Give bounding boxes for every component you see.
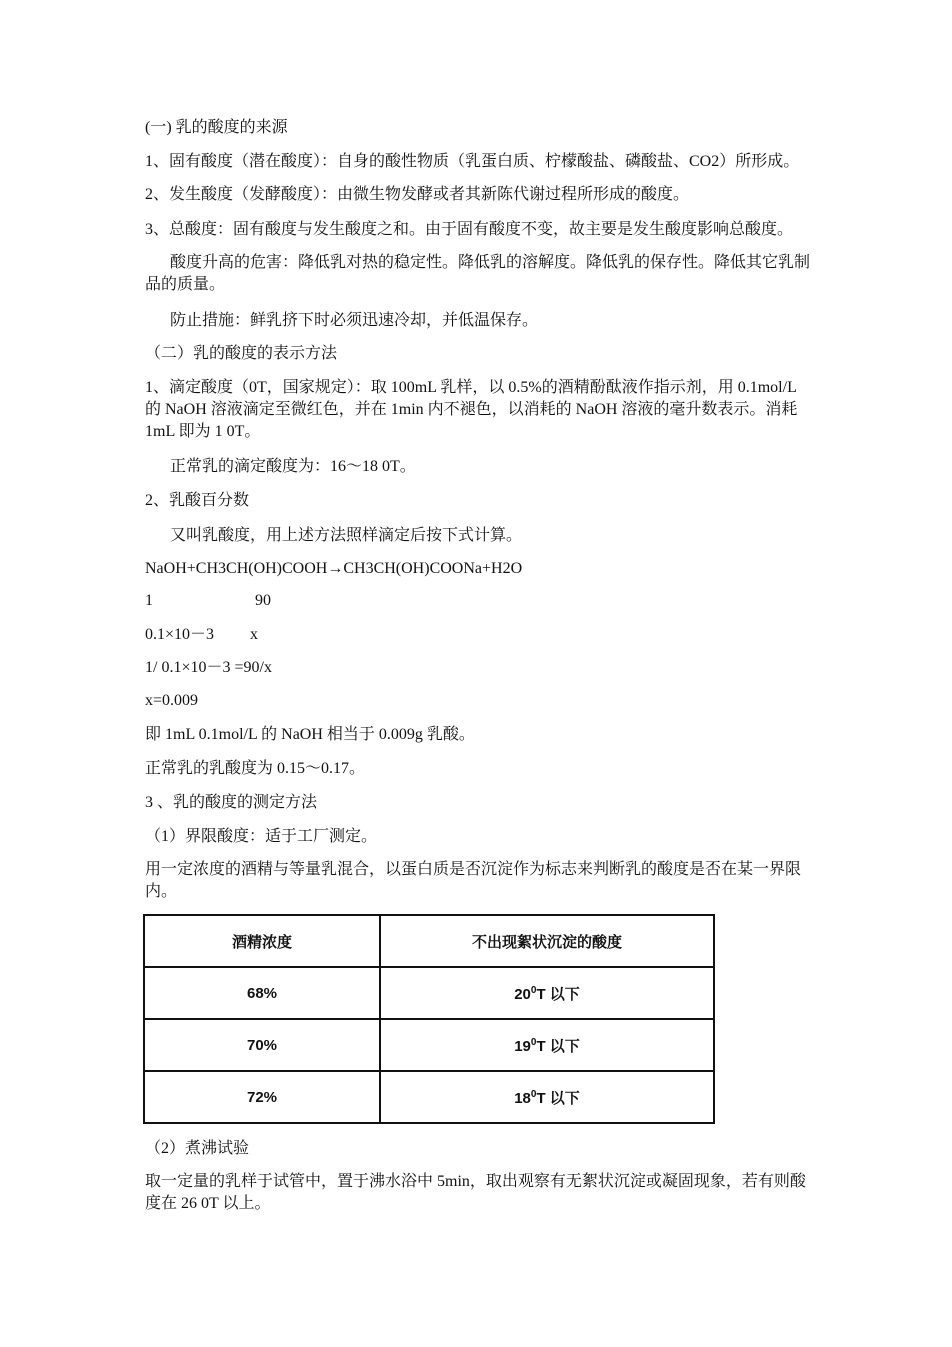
equation-proportion: 1/ 0.1×10－3 =90/x: [145, 659, 272, 676]
paragraph-normal-lactic: 正常乳的乳酸度为 0.15～0.17。: [145, 760, 366, 777]
equation-ratio-right: 90: [255, 592, 271, 609]
table-header-cell: 不出现絮状沉淀的酸度: [380, 915, 714, 967]
paragraph-inherent-acidity: 1、固有酸度（潜在酸度）：自身的酸性物质（乳蛋白质、柠檬酸盐、磷酸盐、CO2）所形成。: [145, 153, 800, 170]
table-header-row: [144, 915, 714, 967]
table-cell-concentration: 70%: [144, 1019, 380, 1071]
subsection-boiling-test: （2）煮沸试验: [145, 1140, 250, 1157]
equation-amount-right: x: [250, 626, 258, 643]
acidity-superscript: 0: [530, 1036, 537, 1048]
equation-reaction: NaOH+CH3CH(OH)COOH→CH3CH(OH)COONa+H2O: [145, 560, 523, 577]
equation-amount-left: 0.1×10－3: [145, 626, 215, 643]
paragraph-developed-acidity: 2、发生酸度（发酵酸度）：由微生物发酵或者其新陈代谢过程所形成的酸度。: [145, 186, 690, 203]
acidity-value: 18: [514, 1089, 531, 1107]
section-3-title: 3 、乳的酸度的测定方法: [145, 794, 318, 811]
acidity-superscript: 0: [530, 984, 537, 996]
table-cell-acidity: [380, 967, 714, 1019]
table-cell-concentration: 72%: [144, 1071, 380, 1123]
paragraph-total-acidity: 3、总酸度：固有酸度与发生酸度之和。由于固有酸度不变，故主要是发生酸度影响总酸度。: [145, 221, 794, 238]
subsection-limit-acidity: （1）界限酸度：适于工厂测定。: [145, 828, 378, 845]
acidity-unit: T 以下: [536, 985, 580, 1003]
paragraph-lactic-intro: 又叫乳酸度，用上述方法照样滴定后按下式计算。: [170, 527, 523, 544]
paragraph-normal-titratable: 正常乳的滴定酸度为：16～18 0T。: [170, 458, 416, 475]
acidity-value: 19: [514, 1037, 531, 1055]
paragraph-titratable-acidity: 1、滴定酸度（0T，国家规定）：取 100mL 乳样，以 0.5%的酒精酚酞液作指示剂，用 0.1mol/L 的 NaOH 溶液滴定至微红色，并在 1min 内不褪色，以消耗的 NaOH 溶液的毫升数表示。消耗 1mL 即为 1 0T。: [145, 379, 798, 440]
table-row: [144, 1019, 714, 1071]
acidity-superscript: 0: [530, 1088, 537, 1100]
alcohol-acidity-table: [143, 914, 715, 1124]
table-row: [144, 967, 714, 1019]
paragraph-acidity-hazards: 酸度升高的危害：降低乳对热的稳定性。降低乳的溶解度。降低乳的保存性。降低其它乳制品的质量。: [145, 254, 811, 293]
acidity-unit: T 以下: [536, 1089, 580, 1107]
subsection-lactic-percent: 2、乳酸百分数: [145, 492, 250, 509]
table-row: [144, 1071, 714, 1123]
equation-result: x=0.009: [145, 692, 199, 709]
paragraph-prevention: 防止措施：鲜乳挤下时必须迅速冷却，并低温保存。: [170, 312, 539, 329]
section-2-title: （二）乳的酸度的表示方法: [145, 345, 338, 362]
table-cell-acidity: [380, 1071, 714, 1123]
acidity-value: 20: [514, 985, 531, 1003]
paragraph-alcohol-test: 用一定浓度的酒精与等量乳混合，以蛋白质是否沉淀作为标志来判断乳的酸度是否在某一界限内。: [145, 861, 802, 900]
paragraph-boiling-test: 取一定量的乳样于试管中，置于沸水浴中 5min，取出观察有无絮状沉淀或凝固现象，若有则酸度在 26 0T 以上。: [145, 1173, 806, 1212]
section-1-title: (一) 乳的酸度的来源: [145, 119, 288, 136]
acidity-unit: T 以下: [536, 1037, 580, 1055]
table-header-cell: 酒精浓度: [144, 915, 380, 967]
equation-ratio-left: 1: [145, 592, 153, 609]
table-cell-acidity: [380, 1019, 714, 1071]
table-cell-concentration: 68%: [144, 967, 380, 1019]
paragraph-naoh-equivalent: 即 1mL 0.1mol/L 的 NaOH 相当于 0.009g 乳酸。: [145, 726, 475, 743]
